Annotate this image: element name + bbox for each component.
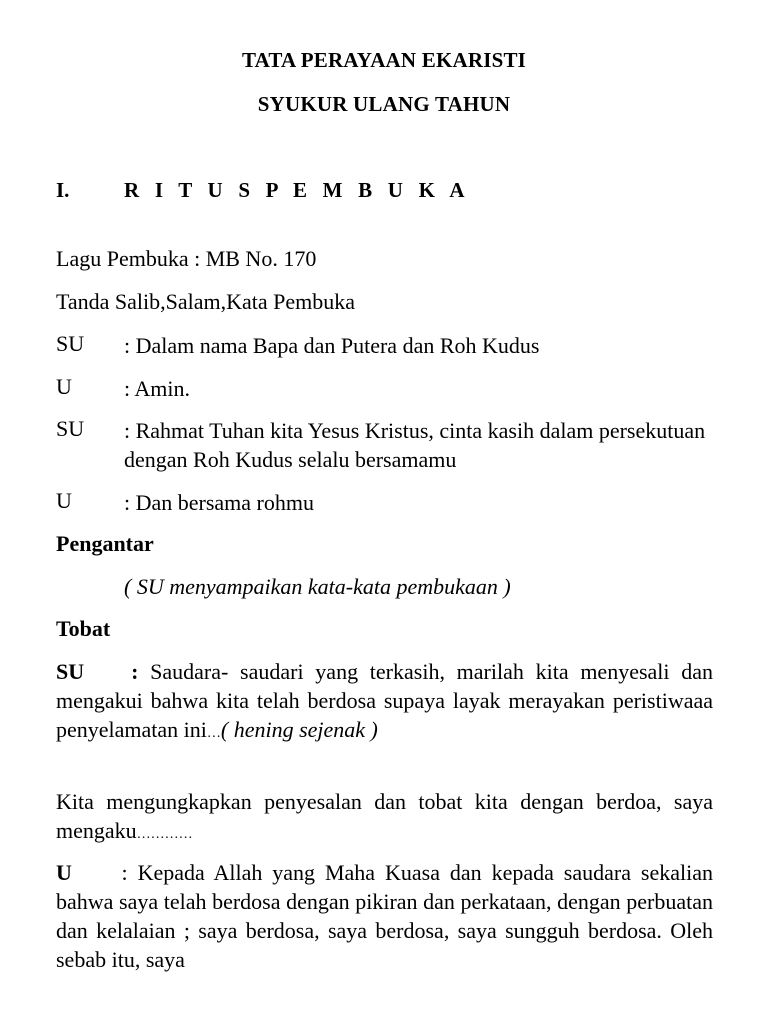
speaker-label: SU xyxy=(56,331,85,356)
dialog-text: : Dan bersama rohmu xyxy=(124,490,314,515)
tobat-su-text: Saudara- saudari yang terkasih, marilah kita menyesali dan mengakui bahwa kita telah berdosa supaya layak merayakan peristiwaaa penyelamatan ini xyxy=(56,659,714,742)
speaker-label: SU xyxy=(56,416,85,441)
pengantar-instruction: ( SU menyampaikan kata-kata pembukaan ) xyxy=(124,574,511,599)
dialog-text: : Rahmat Tuhan kita Yesus Kristus, cinta kasih dalam persekutuan dengan Roh Kudus selalu bersamamu xyxy=(124,418,706,472)
tobat-kita-text: Kita mengungkapkan penyesalan dan tobat kita dengan berdoa, saya mengaku xyxy=(56,789,713,843)
speaker-colon: : xyxy=(131,659,139,684)
tobat-heading: Tobat xyxy=(56,616,111,641)
speaker-label: U xyxy=(56,374,72,399)
ellipsis: ………… xyxy=(136,827,193,842)
dialog-text: : Dalam nama Bapa dan Putera dan Roh Kudus xyxy=(124,333,540,358)
dialog-text: : Amin. xyxy=(124,376,191,401)
tobat-su-paragraph xyxy=(56,657,713,748)
pengantar-heading: Pengantar xyxy=(56,531,154,556)
speaker-label: SU xyxy=(56,659,85,684)
speaker-label: U xyxy=(56,860,72,885)
ellipsis: … xyxy=(206,726,221,741)
tobat-u-paragraph xyxy=(56,858,713,974)
section-title: R I T U S P E M B U K A xyxy=(124,178,470,202)
document-subtitle: SYUKUR ULANG TAHUN xyxy=(257,92,511,116)
speaker-label: U xyxy=(56,488,72,513)
section-number: I. xyxy=(56,178,70,202)
tobat-u-text: : Kepada Allah yang Maha Kuasa dan kepada saudara sekalian bahwa saya telah berdosa dengan pikiran dan perkataan, dengan perbuatan dan kelalaian ; saya berdosa, saya berdosa, saya sungguh berdosa. Oleh sebab itu, saya xyxy=(56,860,713,972)
hening-instruction: ( hening sejenak ) xyxy=(220,717,378,742)
document-title: TATA PERAYAAN EKARISTI xyxy=(241,48,527,72)
tanda-salib: Tanda Salib,Salam,Kata Pembuka xyxy=(56,289,356,314)
tobat-kita-paragraph xyxy=(56,787,713,849)
section-heading xyxy=(56,178,470,203)
lagu-pembuka: Lagu Pembuka : MB No. 170 xyxy=(56,246,317,271)
